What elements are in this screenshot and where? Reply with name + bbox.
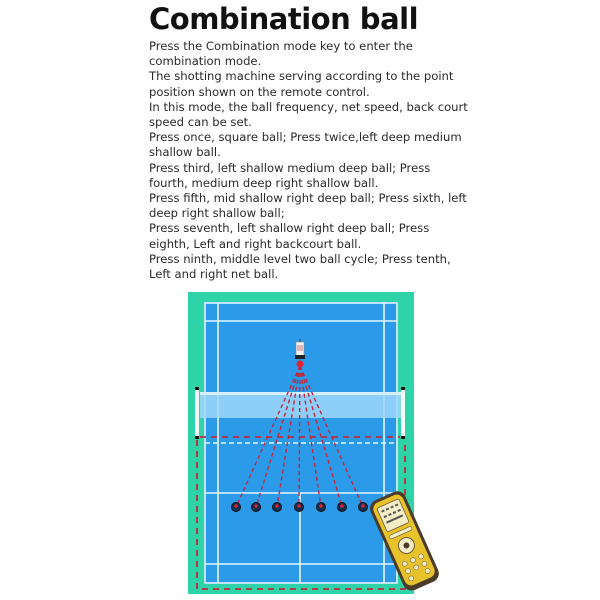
instruction-paragraph: Press seventh, left shallow right deep ball; Press eighth, Left and right backcourt ball. — [149, 221, 430, 251]
target-icon — [252, 503, 261, 512]
instruction-paragraph: In this mode, the ball frequency, net speed, back court speed can be set. — [149, 99, 468, 130]
target-icon — [359, 503, 368, 512]
target-icon — [338, 503, 347, 512]
instruction-paragraph: The shotting machine serving according to the point position shown on the remote control. — [149, 69, 454, 99]
target-icon — [232, 503, 241, 512]
instruction-paragraph: Press once, square ball; Press twice,left deep medium shallow ball. — [149, 130, 462, 160]
instruction-paragraph: Press fifth, mid shallow right deep ball; Press sixth, left deep right shallow ball; — [149, 191, 467, 221]
instruction-paragraph: Press ninth, middle level two ball cycle; Press tenth, Left and right net ball. — [149, 251, 451, 282]
target-icon — [273, 503, 282, 512]
instruction-paragraph: Press the Combination mode key to enter the combination mode. — [149, 39, 413, 69]
target-icon — [295, 503, 304, 512]
instruction-paragraph: Press third, left shallow medium deep ball; Press fourth, medium deep right shallow ball. — [149, 160, 431, 190]
page-title: Combination ball — [149, 2, 419, 36]
target-icon — [317, 503, 326, 512]
